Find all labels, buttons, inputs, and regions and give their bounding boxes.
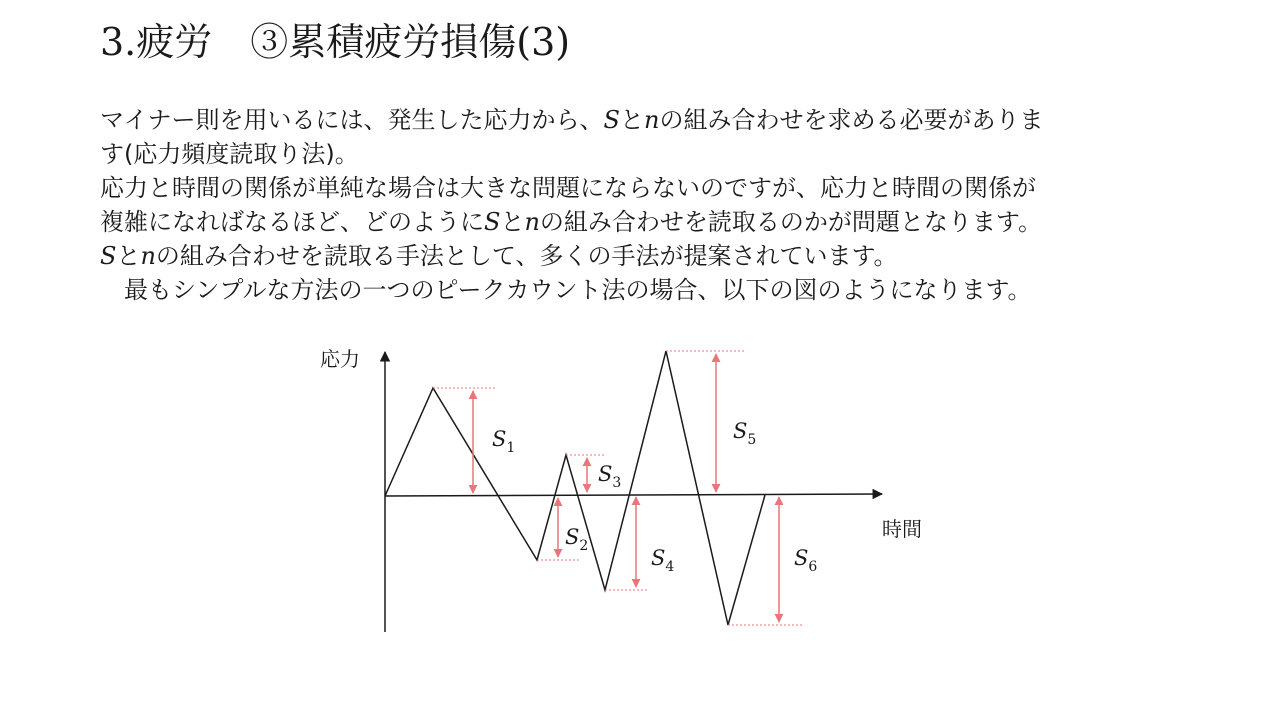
text-segment: の組み合わせを読取るのかが問題となります。: [539, 208, 1043, 236]
text-segment: と: [500, 208, 525, 236]
text-segment: の組み合わせを求める必要がありま: [659, 106, 1044, 134]
symbol-n: n: [140, 242, 156, 270]
symbol-s: S: [603, 106, 620, 134]
range-label-s2: $S_2$: [565, 525, 589, 554]
stress-waveform: [385, 351, 765, 625]
slide-title: 3.疲労 ③累積疲労損傷(3): [100, 20, 571, 64]
range-arrows: [473, 354, 779, 622]
x-axis-label: 時間: [882, 517, 922, 541]
text-segment: 複雑になればなるほど、どのように: [100, 208, 484, 236]
paragraph-line-3: 応力と時間の関係が単純な場合は大きな問題にならないのですが、応力と時間の関係が: [100, 174, 1036, 202]
text-segment: の組み合わせを読取る手法として、多くの手法が提案されています。: [155, 242, 898, 270]
symbol-s: S: [100, 242, 117, 270]
text-segment: と: [619, 106, 644, 134]
range-label-s4: $S_4$: [651, 546, 675, 575]
range-label-s1: $S_1$: [492, 427, 516, 456]
symbol-s: S: [484, 208, 501, 236]
range-label-s3: $S_3$: [598, 462, 622, 491]
paragraph-line-6: 最もシンプルな方法の一つのピークカウント法の場合、以下の図のようになります。: [124, 276, 1032, 304]
x-axis: [385, 494, 882, 496]
text-segment: と: [116, 242, 141, 270]
text-segment: マイナー則を用いるには、発生した応力から、: [100, 106, 604, 134]
symbol-n: n: [524, 208, 540, 236]
y-axis-label: 応力: [320, 347, 360, 371]
range-label-s5: $S_5$: [733, 419, 757, 448]
paragraph-line-2: す(応力頻度読取り法)。: [100, 140, 359, 168]
symbol-n: n: [643, 106, 660, 134]
range-label-s6: $S_6$: [794, 546, 818, 575]
